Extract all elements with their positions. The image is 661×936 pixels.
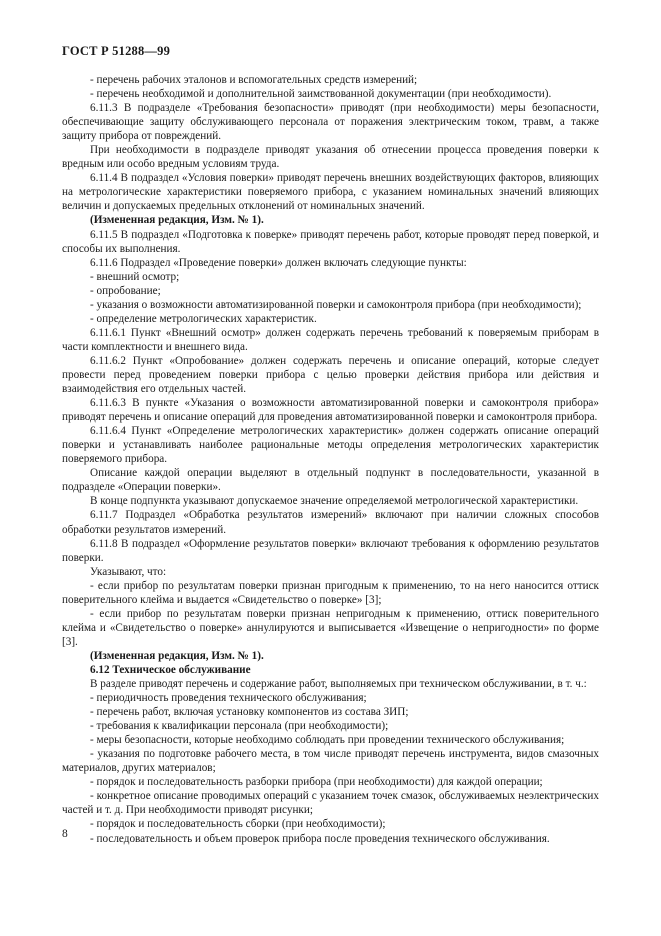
paragraph: - порядок и последовательность сборки (при необходимости); bbox=[90, 818, 386, 831]
paragraph: 6.11.6 Подраздел «Проведение поверки» должен включать следующие пункты: bbox=[90, 256, 467, 269]
paragraph: 6.11.6.1 Пункт «Внешний осмотр» должен содержать перечень требований к поверяемым приборам в части комплектности и внешнего вида. bbox=[62, 326, 599, 353]
paragraph: 6.11.5 В подраздел «Подготовка к поверке» приводят перечень работ, которые проводят перед поверкой, и способы их выполнения. bbox=[62, 228, 599, 255]
paragraph: (Измененная редакция, Изм. № 1). bbox=[90, 649, 264, 662]
paragraph: - указания по подготовке рабочего места, в том числе приводят перечень инструмента, видов смазочных материалов, других материалов; bbox=[62, 748, 599, 775]
paragraph: - конкретное описание проводимых операций с указанием точек смазок, обслуживаемых неэлектрических частей и т. д. При необходимости приводят рисунки; bbox=[62, 790, 599, 817]
paragraph: 6.12 Техническое обслуживание bbox=[90, 663, 251, 676]
paragraph: - перечень рабочих эталонов и вспомогательных средств измерений; bbox=[90, 74, 418, 86]
paragraph: 6.11.6.4 Пункт «Определение метрологических характеристик» должен содержать описание операций поверки и устанавливать наиболее рациональные методы определения метрологических характеристик поверяемого прибора. bbox=[62, 425, 599, 466]
paragraph: Указывают, что: bbox=[90, 565, 167, 578]
paragraph: - указания о возможности автоматизированной поверки и самоконтроля прибора (при необходимости); bbox=[90, 298, 582, 311]
paragraph: - определение метрологических характеристик. bbox=[90, 312, 317, 325]
paragraph: 6.11.8 В подраздел «Оформление результатов поверки» включают требования к оформлению результатов поверки. bbox=[62, 537, 599, 564]
paragraph: - перечень работ, включая установку компонентов из состава ЗИП; bbox=[90, 706, 409, 719]
paragraph: - если прибор по результатам поверки признан непригодным к применению, оттиск поверительного клейма и «Свидетельство о поверке» аннулируются и выписывается «Извещение о непригодности» по форме [3]. bbox=[62, 607, 599, 648]
paragraph: При необходимости в подразделе приводят указания об отнесении процесса проведения поверки к вредным или особо вредным условиям труда. bbox=[62, 144, 599, 171]
paragraph: Описание каждой операции выделяют в отдельный подпункт в последовательности, указанной в подразделе «Операции поверки». bbox=[62, 467, 599, 494]
paragraph: 6.11.4 В подраздел «Условия поверки» приводят перечень внешних воздействующих факторов, влияющих на метрологические характеристики поверяемого прибора, с указанием номинальных значений влияющих величин и допускаемых предельных отклонений от номинальных значений. bbox=[62, 172, 599, 213]
paragraph: В разделе приводят перечень и содержание работ, выполняемых при техническом обслуживании, в т. ч.: bbox=[90, 678, 587, 691]
paragraph: 6.11.6.3 В пункте «Указания о возможности автоматизированной поверки и самоконтроля прибора» приводят перечень и описание операций для проведения автоматизированной поверки и самоконтроля прибора. bbox=[62, 397, 599, 424]
paragraph: - порядок и последовательность разборки прибора (при необходимости) для каждой операции; bbox=[90, 776, 543, 789]
paragraph: - если прибор по результатам поверки признан пригодным к применению, то на него наносится оттиск поверительного клейма и выдается «Свидетельство о поверке» [3]; bbox=[62, 579, 599, 606]
paragraph: - опробование; bbox=[90, 284, 161, 297]
page-number: 8 bbox=[62, 828, 68, 840]
paragraph: 6.11.6.2 Пункт «Опробование» должен содержать перечень и описание операций, которые следует провести перед проведением поверки прибора с целью проверки действия прибора или действия и взаимодействия его отдельных частей. bbox=[62, 354, 599, 396]
paragraph: - перечень необходимой и дополнительной заимствованной документации (при необходимости). bbox=[90, 88, 552, 101]
document-header: ГОСТ Р 51288—99 bbox=[62, 44, 171, 58]
paragraph: - последовательность и объем проверок прибора после проведения технического обслуживания. bbox=[90, 832, 550, 845]
paragraph: - внешний осмотр; bbox=[90, 270, 180, 283]
paragraph: - меры безопасности, которые необходимо соблюдать при проведении технического обслуживания; bbox=[90, 734, 565, 747]
paragraph: (Измененная редакция, Изм. № 1). bbox=[90, 214, 264, 227]
document-body bbox=[62, 73, 599, 846]
paragraph: 6.11.7 Подраздел «Обработка результатов измерений» включают при наличии сложных способов обработки результатов измерений. bbox=[62, 509, 599, 536]
paragraph: 6.11.3 В подразделе «Требования безопасности» приводят (при необходимости) меры безопасности, обеспечивающие защиту обслуживающего персонала от поражения электрическим током, травм, а также защиту прибора от повреждений. bbox=[62, 102, 599, 143]
paragraph: В конце подпункта указывают допускаемое значение определяемой метрологической характеристики. bbox=[90, 495, 579, 508]
paragraph: - периодичность проведения технического обслуживания; bbox=[90, 692, 367, 705]
paragraph: - требования к квалификации персонала (при необходимости); bbox=[90, 720, 389, 733]
